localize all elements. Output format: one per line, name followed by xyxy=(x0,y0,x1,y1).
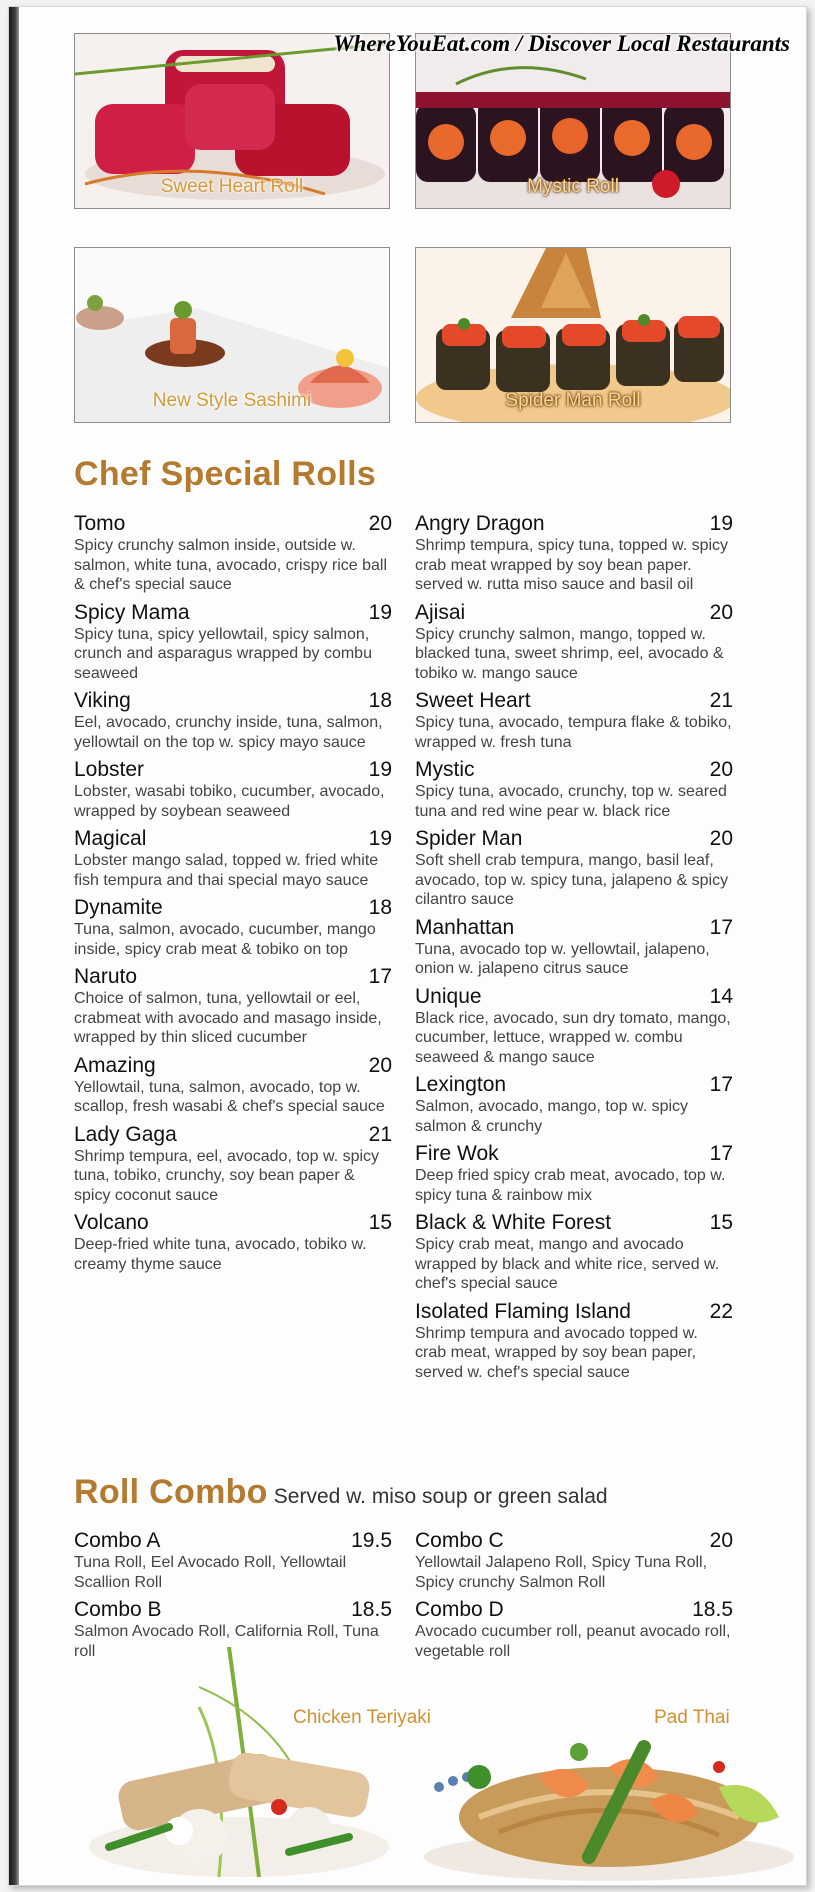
item-description: Spicy crab meat, mango and avocado wrapped by black and white rice, served w. chef's special sauce xyxy=(415,1236,720,1292)
menu-item xyxy=(415,1142,733,1205)
item-price: 20 xyxy=(368,1053,392,1077)
item-description: Spicy tuna, spicy yellowtail, spicy salmon, crunch and asparagus wrapped by combu seaweed xyxy=(74,625,372,682)
item-description: Eel, avocado, crunchy inside, tuna, salmon, yellowtail on the top w. spicy mayo sauce xyxy=(74,714,383,751)
item-description: Soft shell crab tempura, mango, basil leaf, avocado, top w. spicy tuna, jalapeno & spicy cilantro sauce xyxy=(415,852,729,908)
item-description: Avocado cucumber roll, peanut avocado roll, vegetable roll xyxy=(415,1623,731,1660)
menu-item xyxy=(74,1054,392,1117)
item-price: 19 xyxy=(368,600,392,624)
item-price: 19 xyxy=(709,512,733,535)
item-name: Combo A xyxy=(74,1529,161,1552)
item-description: Shrimp tempura, spicy tuna, topped w. spicy crab meat wrapped by soy bean paper. served w. rutta miso sauce and basil oil xyxy=(415,537,729,593)
item-name: Tomo xyxy=(74,512,126,535)
roll-combo-heading: Roll Combo xyxy=(74,1473,268,1511)
item-price: 17 xyxy=(709,1142,733,1165)
menu-item xyxy=(74,758,392,821)
item-name: Volcano xyxy=(74,1211,149,1234)
watermark: WhereYouEat.com / Discover Local Restaurants xyxy=(333,31,790,56)
menu-item xyxy=(74,601,392,684)
item-name: Manhattan xyxy=(415,915,515,939)
pad-thai-caption: Pad Thai xyxy=(654,1707,730,1728)
item-description: Tuna, avocado top w. yellowtail, jalapeno, onion w. jalapeno citrus sauce xyxy=(415,940,710,977)
item-price: 20 xyxy=(709,1529,733,1552)
item-name: Dynamite xyxy=(74,896,163,919)
item-price: 18.5 xyxy=(692,1598,733,1621)
item-name: Combo D xyxy=(415,1598,504,1621)
menu-item xyxy=(415,758,733,821)
item-description: Black rice, avocado, sun dry tomato, mango, cucumber, lettuce, wrapped w. combu seaweed & mango sauce xyxy=(415,1009,731,1066)
item-description: Yellowtail Jalapeno Roll, Spicy Tuna Roll, Spicy crunchy Salmon Roll xyxy=(415,1554,708,1591)
menu-item xyxy=(74,1211,392,1274)
item-price: 22 xyxy=(709,1299,733,1323)
menu-item xyxy=(74,896,392,959)
menu-item xyxy=(415,1300,733,1383)
menu-item xyxy=(415,1598,733,1661)
item-price: 17 xyxy=(709,1073,733,1096)
item-price: 19 xyxy=(368,758,392,781)
item-name: Lobster xyxy=(74,758,145,781)
item-name: Sweet Heart xyxy=(415,689,531,712)
item-price: 18.5 xyxy=(351,1598,392,1621)
item-description: Spicy crunchy salmon inside, outside w. salmon, white tuna, avocado, crispy rice ball & chef's special sauce xyxy=(74,537,388,593)
menu-item xyxy=(74,1123,392,1206)
item-name: Amazing xyxy=(74,1053,156,1077)
item-description: Salmon, avocado, mango, top w. spicy salmon & crunchy xyxy=(415,1098,689,1135)
item-description: Spicy tuna, avocado, crunchy, top w. seared tuna and red wine pear w. black rice xyxy=(415,783,727,820)
item-price: 19 xyxy=(368,827,392,850)
photo-sweet-heart-roll xyxy=(74,33,390,209)
item-name: Fire Wok xyxy=(415,1142,499,1165)
menu-item xyxy=(74,965,392,1048)
roll-combo-subtitle: Served w. miso soup or green salad xyxy=(273,1485,608,1508)
item-price: 15 xyxy=(709,1211,733,1234)
item-price: 20 xyxy=(709,600,733,624)
photo-caption: Sweet Heart Roll xyxy=(160,176,304,197)
menu-item xyxy=(415,1529,733,1592)
photo-mystic-roll xyxy=(415,33,731,209)
menu-item xyxy=(415,827,733,910)
item-name: Magical xyxy=(74,827,147,850)
item-name: Viking xyxy=(74,689,131,712)
item-description: Lobster mango salad, topped w. fried white fish tempura and thai special mayo sauce xyxy=(74,852,379,889)
item-price: 18 xyxy=(368,896,392,919)
item-description: Tuna, salmon, avocado, cucumber, mango inside, spicy crab meat & tobiko on top xyxy=(74,921,376,958)
item-price: 17 xyxy=(709,915,733,939)
menu-item xyxy=(415,601,733,684)
item-description: Salmon Avocado Roll, California Roll, Tuna roll xyxy=(74,1623,379,1660)
item-price: 18 xyxy=(368,689,392,712)
photo-caption: Spider Man Roll xyxy=(505,390,641,411)
binding-edge xyxy=(9,7,19,1885)
item-description: Tuna Roll, Eel Avocado Roll, Yellowtail Scallion Roll xyxy=(74,1554,347,1591)
item-description: Choice of salmon, tuna, yellowtail or eel, crabmeat with avocado and masago inside, wrapped by thin sliced cucumber xyxy=(74,990,382,1046)
photo-caption: New Style Sashimi xyxy=(152,390,312,411)
item-name: Lady Gaga xyxy=(74,1122,177,1146)
menu-item xyxy=(415,1073,733,1136)
photo-spider-man-roll xyxy=(415,247,731,423)
pad-thai-image xyxy=(419,1707,799,1883)
item-description: Shrimp tempura and avocado topped w. crab meat, wrapped by soy bean paper, served w. chef's special sauce xyxy=(415,1324,698,1381)
menu-page xyxy=(8,6,807,1886)
item-description: Spicy tuna, avocado, tempura flake & tobiko, wrapped w. fresh tuna xyxy=(415,714,732,751)
item-name: Ajisai xyxy=(415,600,466,624)
item-name: Black & White Forest xyxy=(415,1211,612,1234)
item-name: Combo B xyxy=(74,1598,162,1621)
item-name: Spicy Mama xyxy=(74,600,190,624)
chicken-teriyaki-image xyxy=(79,1647,409,1883)
item-description: Deep-fried white tuna, avocado, tobiko w. creamy thyme sauce xyxy=(74,1236,367,1273)
item-description: Spicy crunchy salmon, mango, topped w. blacked tuna, sweet shrimp, eel, avocado & tobiko w. mango sauce xyxy=(415,625,724,682)
item-name: Angry Dragon xyxy=(415,512,545,535)
item-price: 20 xyxy=(709,758,733,781)
photo-caption: Mystic Roll xyxy=(527,176,619,197)
menu-item xyxy=(74,1529,392,1592)
item-price: 20 xyxy=(368,512,392,535)
item-price: 19.5 xyxy=(351,1529,392,1552)
menu-item xyxy=(415,512,733,595)
menu-item xyxy=(74,689,392,752)
item-price: 17 xyxy=(368,965,392,988)
menu-item xyxy=(415,1211,733,1294)
menu-item xyxy=(74,827,392,890)
item-name: Lexington xyxy=(415,1073,507,1096)
chicken-teriyaki-caption: Chicken Teriyaki xyxy=(293,1707,431,1728)
chef-special-title: Chef Special Rolls xyxy=(74,455,377,493)
roll-combo-right-column xyxy=(415,1529,733,1667)
chef-special-left-column xyxy=(74,512,392,1280)
item-name: Spider Man xyxy=(415,827,523,850)
item-name: Mystic xyxy=(415,758,475,781)
chef-special-right-column xyxy=(415,512,733,1388)
item-name: Combo C xyxy=(415,1529,504,1552)
menu-item xyxy=(74,512,392,595)
item-description: Deep fried spicy crab meat, avocado, top w. spicy tuna & rainbow mix xyxy=(415,1167,726,1204)
item-price: 15 xyxy=(368,1211,392,1234)
item-price: 20 xyxy=(709,827,733,850)
menu-item xyxy=(415,985,733,1068)
item-price: 21 xyxy=(368,1122,392,1146)
item-price: 14 xyxy=(709,984,733,1008)
photo-new-style-sashimi xyxy=(74,247,390,423)
item-name: Unique xyxy=(415,984,482,1008)
item-price: 21 xyxy=(709,689,733,712)
roll-combo-title xyxy=(74,1473,608,1512)
item-name: Isolated Flaming Island xyxy=(415,1299,631,1323)
item-description: Shrimp tempura, eel, avocado, top w. spicy tuna, tobiko, crunchy, soy bean paper & spicy coconut sauce xyxy=(74,1147,380,1204)
menu-item xyxy=(415,916,733,979)
item-description: Lobster, wasabi tobiko, cucumber, avocado, wrapped by soybean seaweed xyxy=(74,783,385,820)
menu-item xyxy=(415,689,733,752)
item-name: Naruto xyxy=(74,965,138,988)
item-description: Yellowtail, tuna, salmon, avocado, top w. scallop, fresh wasabi & chef's special sauce xyxy=(74,1078,385,1115)
